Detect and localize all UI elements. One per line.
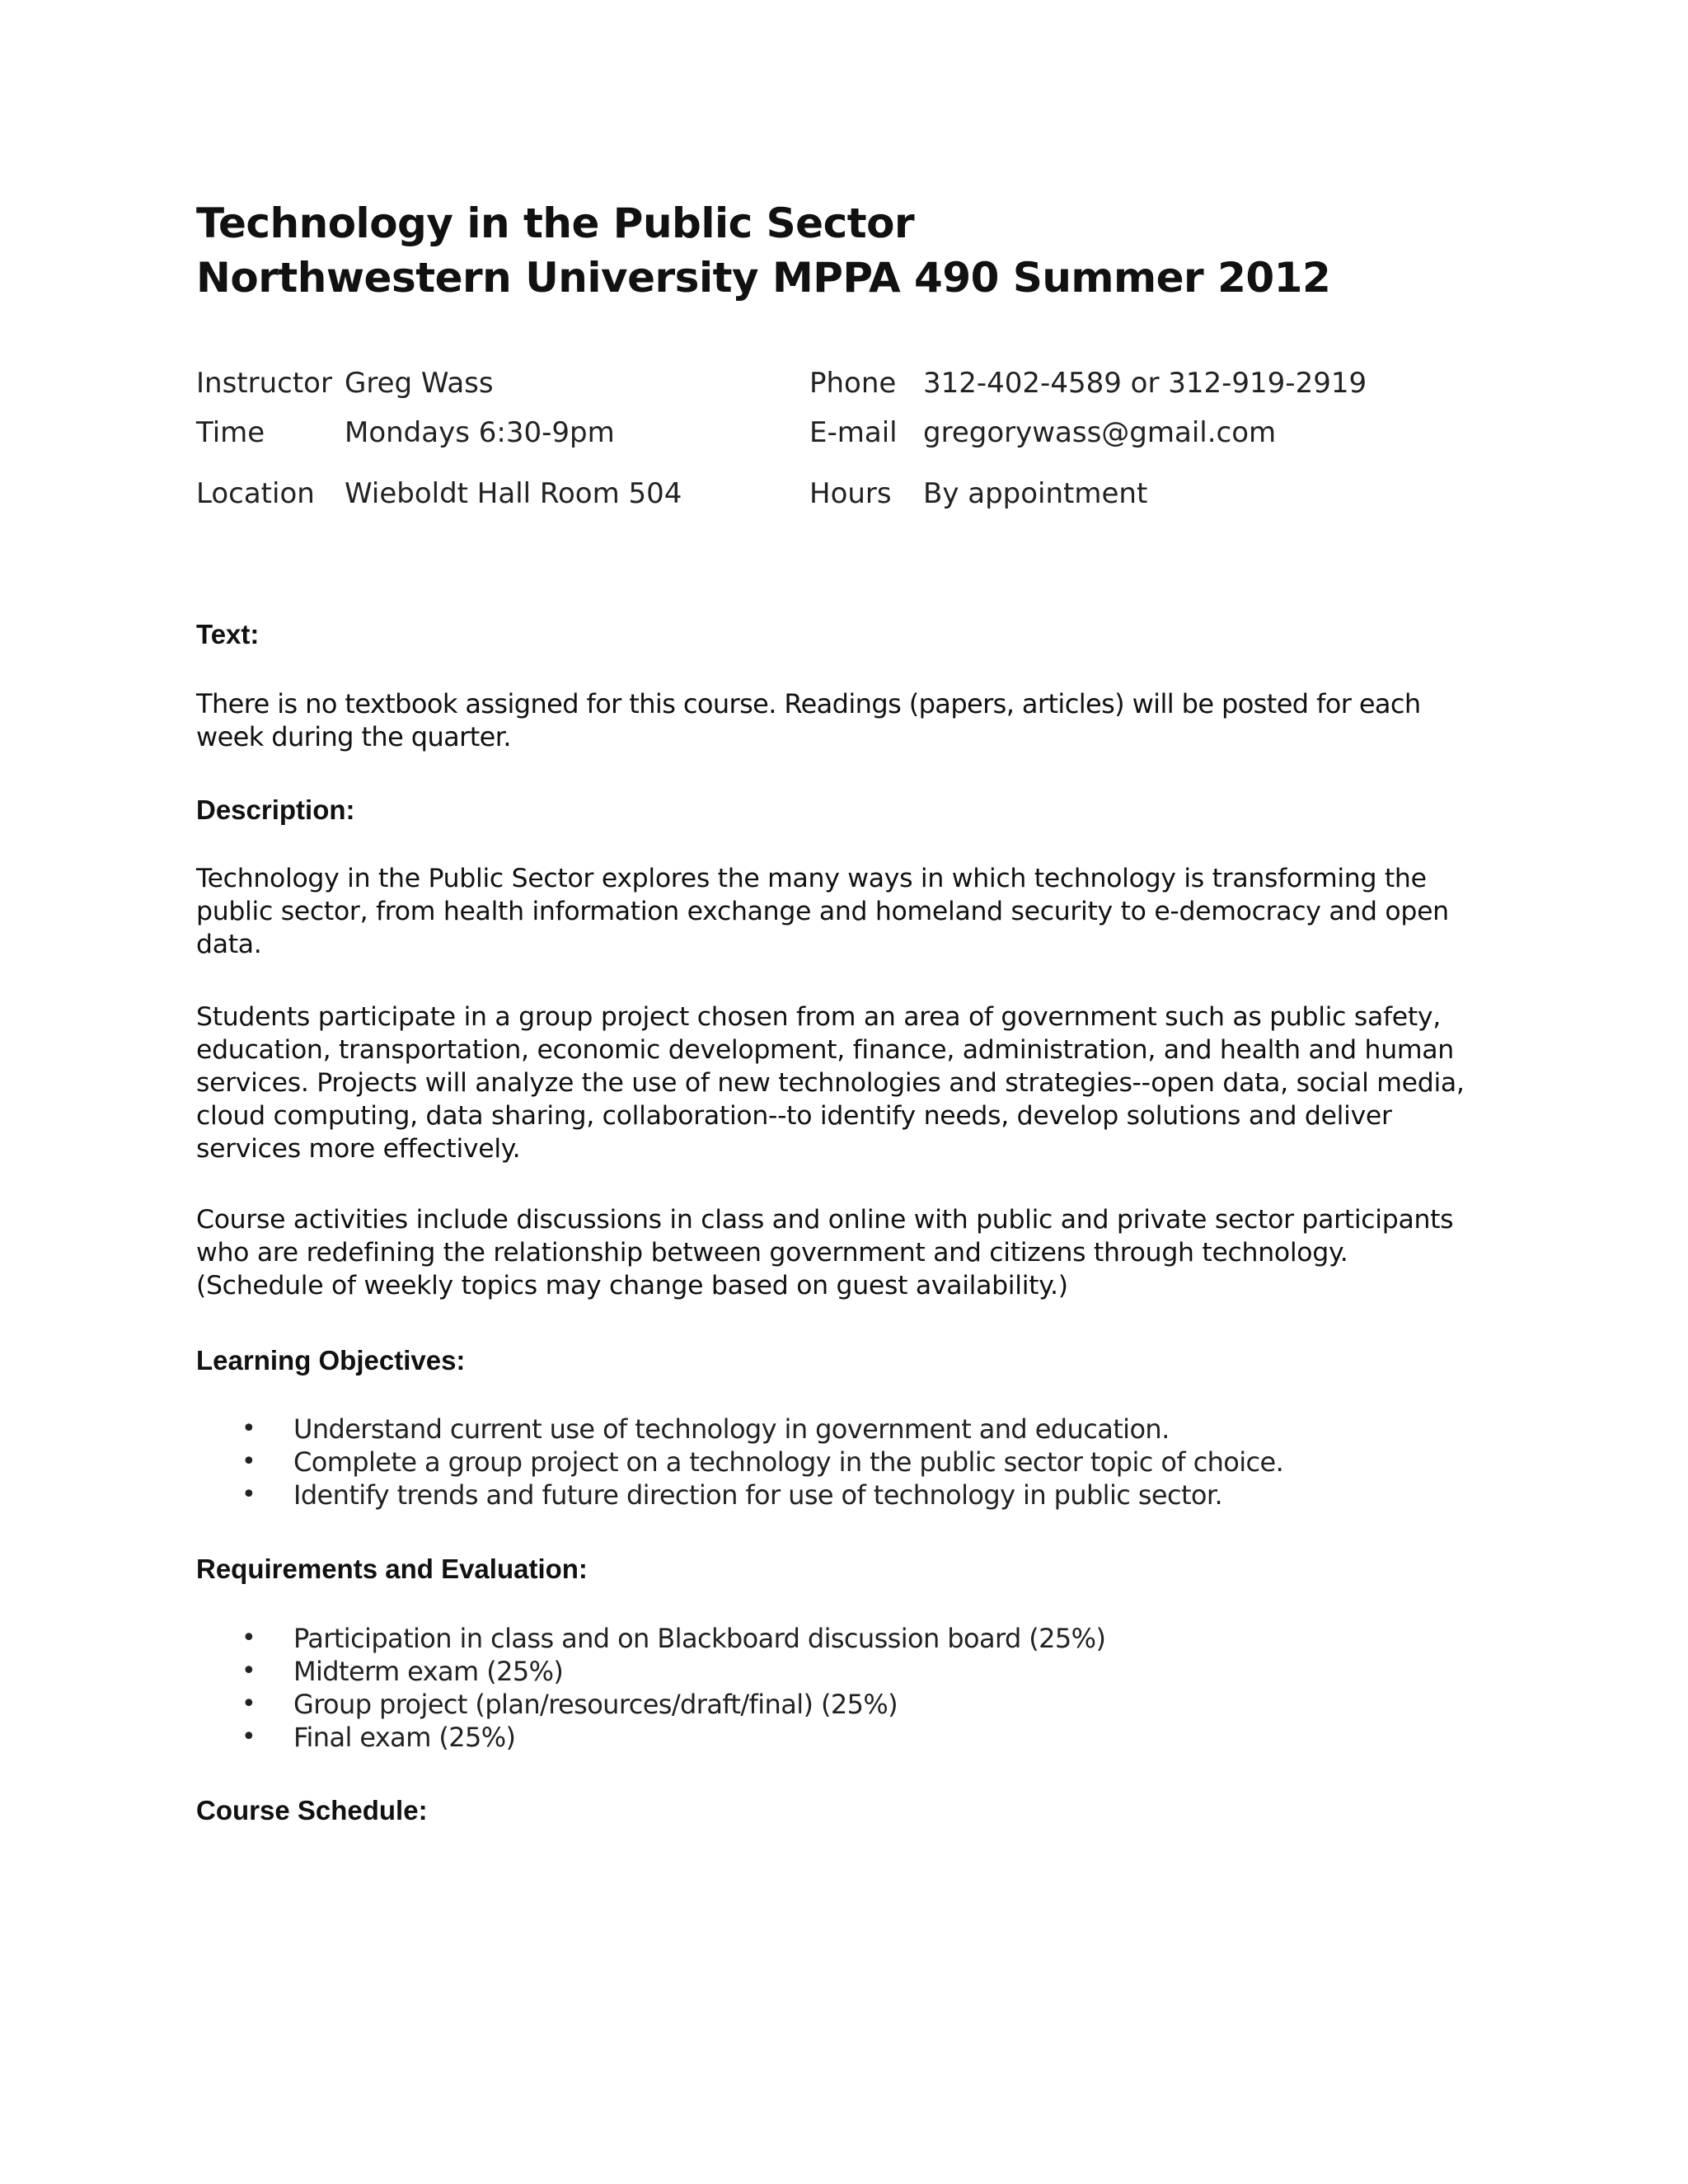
- hours-label: Hours: [809, 477, 892, 510]
- course-title: Technology in the Public Sector: [196, 199, 915, 247]
- list-item: • Group project (plan/resources/draft/final) (25%): [196, 1688, 1105, 1721]
- list-item: • Final exam (25%): [196, 1721, 1105, 1754]
- requirements-list: [196, 1622, 1105, 1754]
- description-paragraph-3: Course activities include discussions in class and online with public and private sector participants who are redefining the relationship between government and citizens through technology. (Schedule of weekly topics may change based on guest availability.): [196, 1205, 1454, 1301]
- learning-objectives-heading: Learning Objectives:: [196, 1345, 466, 1376]
- location-label: Location: [196, 477, 315, 510]
- learning-objectives-list: [196, 1413, 1283, 1511]
- list-item: • Midterm exam (25%): [196, 1655, 1105, 1688]
- text-heading: Text:: [196, 619, 260, 649]
- list-item: • Identify trends and future direction for use of technology in public sector.: [196, 1479, 1283, 1511]
- phone-value: 312-402-4589 or 312-919-2919: [923, 367, 1367, 400]
- description-paragraph-2: Students participate in a group project chosen from an area of government such as public safety, education, transportation, economic development, finance, administration, and health and human services. Projects will analyze the use of new technologies and strategies--open data, social media, cloud computing, data sharing, collaboration--to identify needs, develop solutions and deliver services more effectively.: [196, 1002, 1465, 1164]
- course-schedule-heading: Course Schedule:: [196, 1795, 428, 1825]
- description-paragraph-1: Technology in the Public Sector explores the many ways in which technology is transforming the public sector, from health information exchange and homeland security to e-democracy and open data.: [196, 864, 1449, 959]
- description-heading: Description:: [196, 794, 355, 825]
- hours-value: By appointment: [923, 477, 1148, 510]
- list-item: • Participation in class and on Blackboard discussion board (25%): [196, 1622, 1105, 1655]
- list-item: • Complete a group project on a technology in the public sector topic of choice.: [196, 1446, 1283, 1479]
- list-item: • Understand current use of technology in government and education.: [196, 1413, 1283, 1446]
- instructor-label: Instructor: [196, 367, 332, 400]
- location-value: Wieboldt Hall Room 504: [345, 477, 682, 510]
- instructor-value: Greg Wass: [345, 367, 494, 400]
- course-subtitle: Northwestern University MPPA 490 Summer 2012: [196, 254, 1331, 302]
- phone-label: Phone: [809, 367, 897, 400]
- time-label: Time: [196, 416, 265, 449]
- time-value: Mondays 6:30-9pm: [345, 416, 615, 449]
- email-value: gregorywass@gmail.com: [923, 416, 1277, 449]
- requirements-heading: Requirements and Evaluation:: [196, 1554, 588, 1584]
- text-body: There is no textbook assigned for this course. Readings (papers, articles) will be posted for each week during the quarter.: [196, 688, 1421, 752]
- email-label: E-mail: [809, 416, 898, 449]
